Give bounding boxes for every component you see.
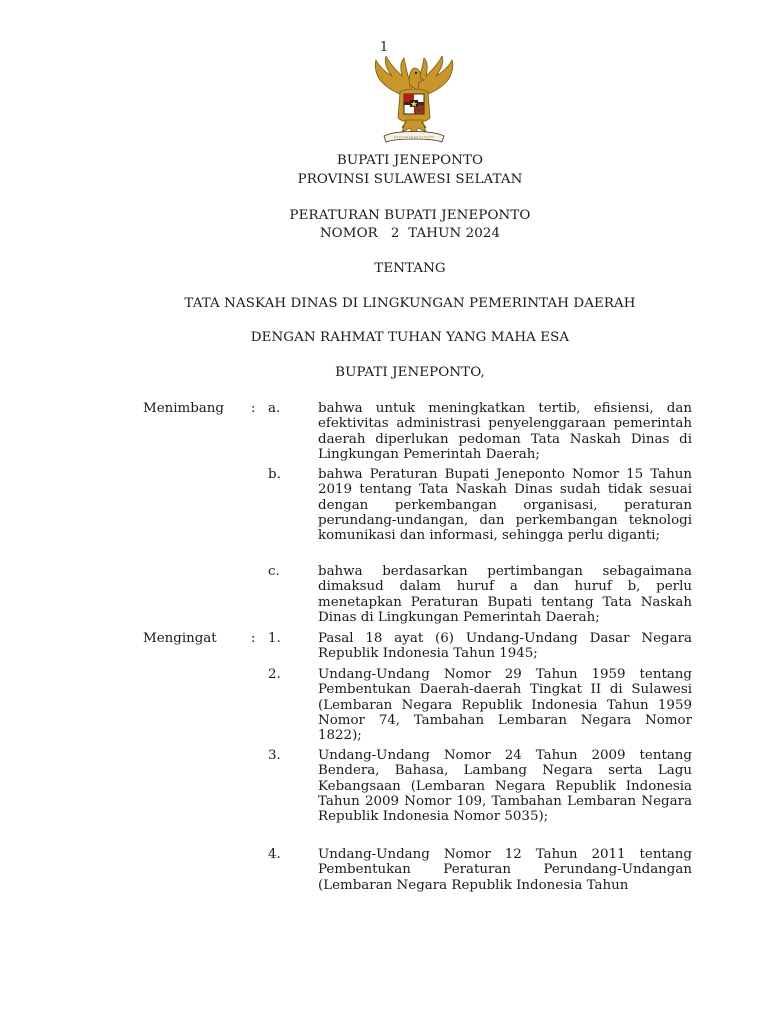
mengingat-item: Pasal 18 ayat (6) Undang-Undang Dasar Negara Republik Indonesia Tahun 1945; [318,631,692,662]
mengingat-item: Undang-Undang Nomor 12 Tahun 2011 tentang Pembentukan Peraturan Perundang-Undangan (Lembaran Negara Republik Indonesia Tahun [318,847,692,893]
blessing-line: DENGAN RAHMAT TUHAN YANG MAHA ESA [250,330,570,345]
mengingat-marker: 2. [268,667,281,682]
menimbang-item: bahwa untuk meningkatkan tertib, efisiensi, dan efektivitas administrasi penyelenggaraan pemerintah daerah diperlukan pedoman Tata Naskah Dinas di Lingkungan Pemerintah Daerah; [318,401,692,462]
regulation-number: NOMOR 2 TAHUN 2024 [319,226,501,241]
province-title: PROVINSI SULAWESI SELATAN [297,172,523,187]
mengingat-marker: 3. [268,748,281,763]
mengingat-marker: 4. [268,847,281,862]
enacting-authority: BUPATI JENEPONTO, [335,365,485,380]
mengingat-marker: 1. [268,631,281,646]
menimbang-marker: a. [268,401,281,416]
menimbang-label: Menimbang [143,401,224,416]
regulation-title: PERATURAN BUPATI JENEPONTO [289,208,531,223]
page-number: 1 [379,40,389,55]
menimbang-item: bahwa berdasarkan pertimbangan sebagaimana dimaksud dalam huruf a dan huruf b, perlu menetapkan Peraturan Bupati tentang Tata Naskah Dinas di Lingkungan Pemerintah Daerah; [318,564,692,625]
mengingat-item: Undang-Undang Nomor 29 Tahun 1959 tentang Pembentukan Daerah-daerah Tingkat II di Sulawesi (Lembaran Negara Republik Indonesia Tahun 1959 Nomor 74, Tambahan Lembaran Negara Nomor 1822); [318,667,692,744]
menimbang-marker: c. [268,564,280,579]
menimbang-item: bahwa Peraturan Bupati Jeneponto Nomor 15 Tahun 2019 tentang Tata Naskah Dinas sudah tidak sesuai dengan perkembangan organisasi, peraturan perundang-undangan, dan perkembangan teknologi komunikasi dan informasi, sehingga perlu diganti; [318,467,692,544]
regent-title: BUPATI JENEPONTO [336,153,484,168]
menimbang-marker: b. [268,467,281,482]
garuda-pancasila-emblem-icon [366,56,462,148]
mengingat-colon: : [251,631,256,646]
about-label: TENTANG [374,261,446,276]
menimbang-colon: : [251,401,256,416]
regulation-subject: TATA NASKAH DINAS DI LINGKUNGAN PEMERINTAH DAERAH [184,296,636,311]
mengingat-label: Mengingat [143,631,217,646]
mengingat-item: Undang-Undang Nomor 24 Tahun 2009 tentang Bendera, Bahasa, Lambang Negara serta Lagu Kebangsaan (Lembaran Negara Republik Indonesia Tahun 2009 Nomor 109, Tambahan Lembaran Negara Republik Indonesia Nomor 5035); [318,748,692,825]
